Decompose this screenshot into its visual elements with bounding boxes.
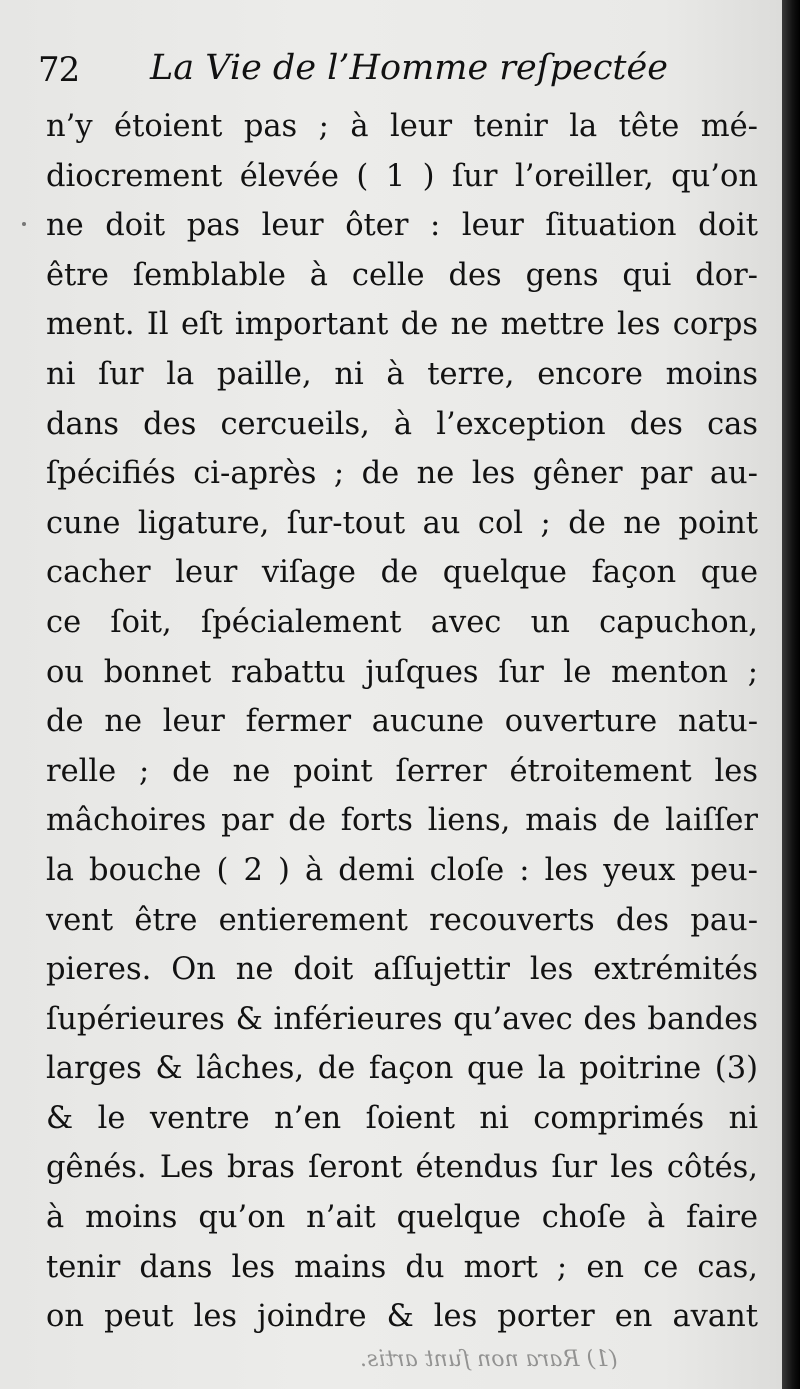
- text-line: larges & lâches, de façon que la poitrine (3): [46, 1051, 758, 1087]
- text-line: diocrement élevée ( 1 ) ſur l’oreiller, qu’on: [46, 158, 758, 194]
- text-line: n’y étoient pas ; à leur tenir la tête mé-: [46, 109, 758, 144]
- text-line: ne doit pas leur ôter : leur ſituation doit: [46, 208, 758, 244]
- text-line: pieres. On ne doit aſſujettir les extrémités: [46, 952, 758, 988]
- text-line: ni ſur la paille, ni à terre, encore moins: [46, 356, 758, 392]
- text-line: ſupérieures & inférieures qu’avec des bandes: [46, 1001, 758, 1037]
- text-line: & le ventre n’en ſoient ni comprimés ni: [46, 1100, 758, 1136]
- text-line: ſpécifiés ci-après ; de ne les gêner par au-: [46, 456, 758, 492]
- page-header: [38, 42, 738, 100]
- text-line: la bouche ( 2 ) à demi cloſe : les yeux peu-: [46, 852, 758, 888]
- text-line: relle ; de ne point ſerrer étroitement les: [46, 753, 758, 789]
- text-line: vent être entierement recouverts des pau-: [46, 902, 758, 938]
- text-line: cune ligature, ſur-tout au col ; de ne point: [46, 505, 758, 541]
- text-line: mâchoires par de forts liens, mais de laiſſer: [46, 803, 758, 839]
- body-text: [46, 102, 758, 1342]
- text-line: cacher leur viſage de quelque façon que: [46, 555, 758, 591]
- text-line: de ne leur fermer aucune ouverture natu-: [46, 704, 758, 740]
- text-line: tenir dans les mains du mort ; en ce cas,: [46, 1249, 758, 1285]
- text-line: on peut les joindre & les porter en avant: [46, 1299, 758, 1335]
- page-number: 72: [38, 50, 80, 90]
- text-line: dans des cercueils, à l’exception des cas: [46, 406, 758, 442]
- margin-speck: [22, 222, 26, 226]
- text-line: ce ſoit, ſpécialement avec un capuchon,: [46, 604, 758, 640]
- text-line: à moins qu’on n’ait quelque choſe à faire: [46, 1200, 758, 1236]
- text-line: ment. Il eſt important de ne mettre les corps: [46, 307, 758, 343]
- text-line: ou bonnet rabattu juſques ſur le menton ;: [46, 654, 758, 690]
- text-line: gênés. Les bras ſeront étendus ſur les côtés,: [46, 1150, 758, 1186]
- text-line: être ſemblable à celle des gens qui dor-: [46, 257, 758, 293]
- page-edge-shadow: [782, 0, 800, 1389]
- show-through-text: (1) Rara non ſunt artis.: [360, 1347, 618, 1372]
- running-title: La Vie de l’Homme reſpectée: [150, 48, 668, 88]
